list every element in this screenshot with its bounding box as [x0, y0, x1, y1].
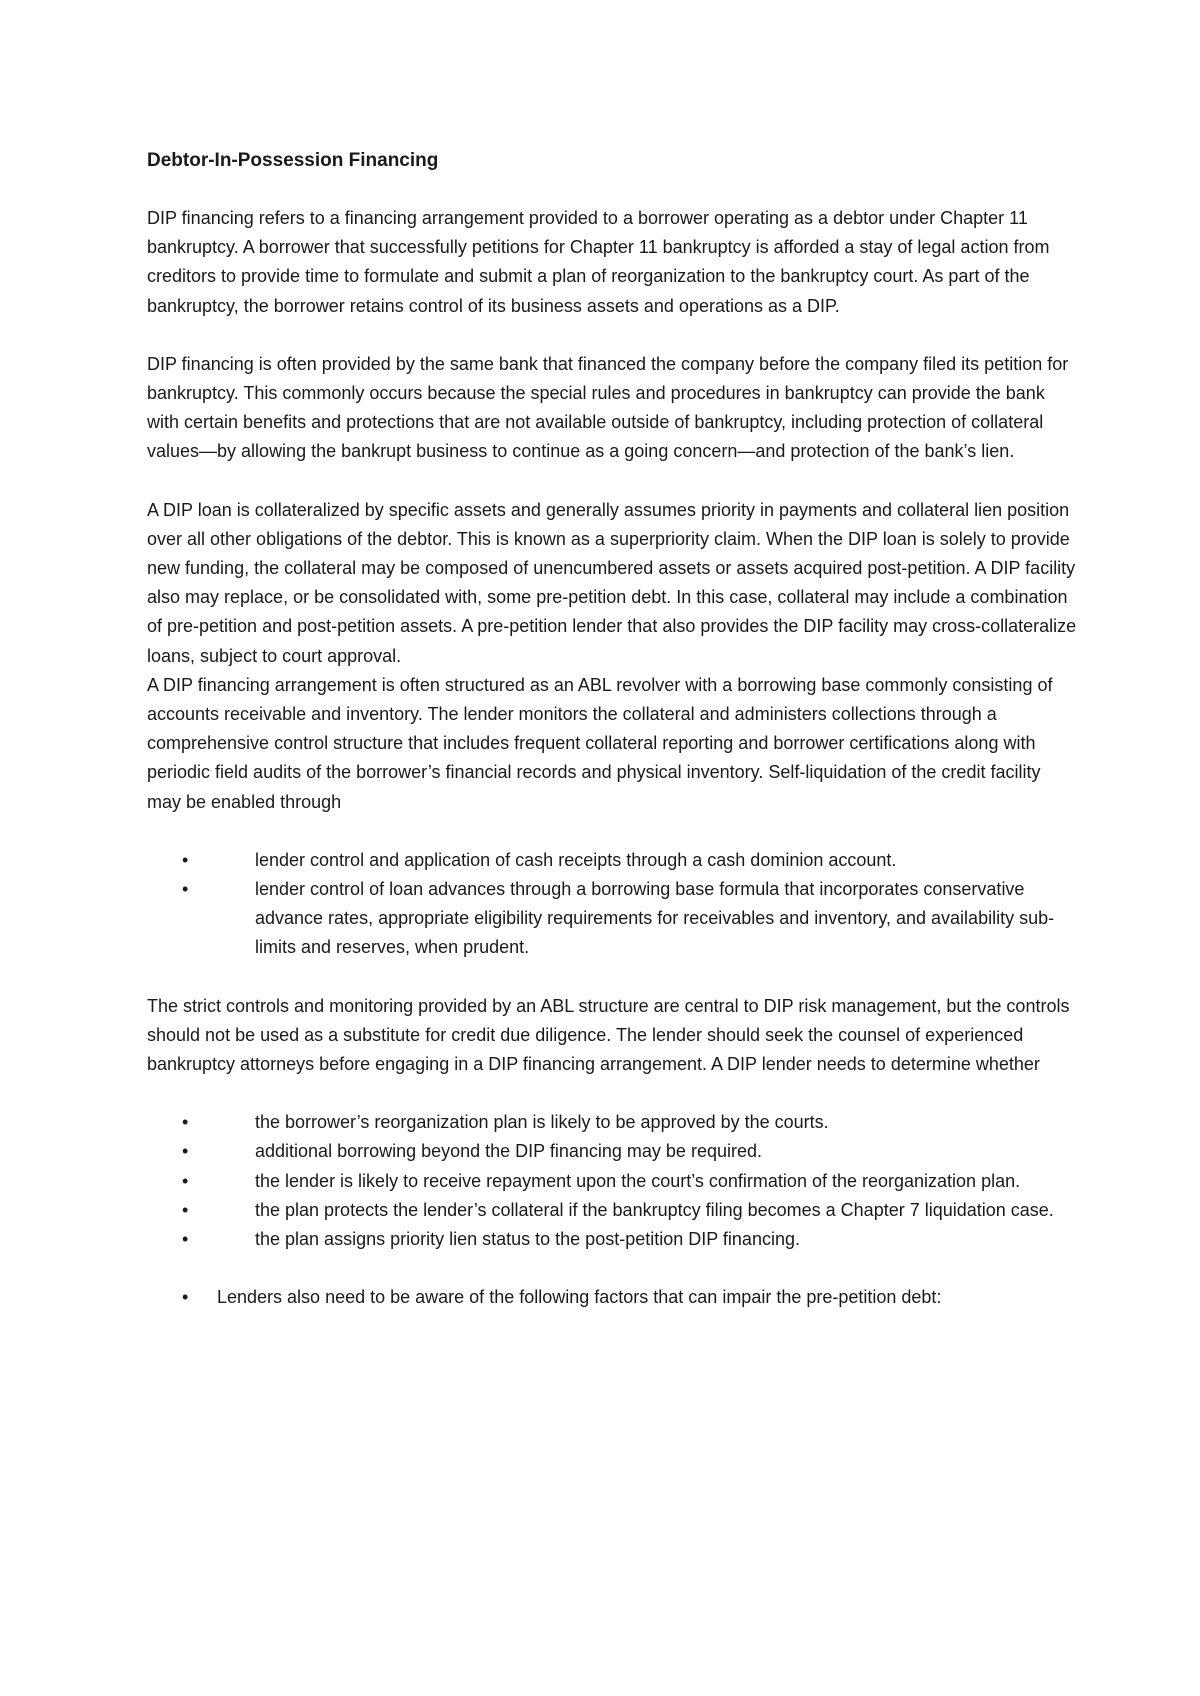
bullet-icon: • — [182, 879, 189, 900]
bullet-icon: • — [182, 1112, 189, 1133]
list-item-text: the plan assigns priority lien status to the post-petition DIP financing. — [255, 1229, 800, 1250]
bullet-icon: • — [182, 1229, 189, 1250]
list-item — [147, 1108, 1077, 1137]
self-liquidation-list — [147, 846, 1077, 963]
paragraph-controls-monitoring: The strict controls and monitoring provided by an ABL structure are central to DIP risk management, but the controls should not be used as a substitute for credit due diligence. The lender should seek the counsel of experienced bankruptcy attorneys before engaging in a DIP financing arrangement. A DIP lender needs to determine whether — [147, 995, 1070, 1075]
list-item — [147, 1167, 1077, 1196]
bullet-icon: • — [182, 1141, 189, 1162]
list-item-text: additional borrowing beyond the DIP financing may be required. — [255, 1141, 762, 1162]
list-item — [147, 1225, 1077, 1254]
paragraph-spacer — [147, 321, 1077, 350]
list-item — [147, 846, 1077, 875]
list-item — [147, 1196, 1077, 1225]
list-item — [147, 875, 1077, 963]
bullet-icon: • — [182, 1287, 189, 1308]
list-item — [147, 1283, 1077, 1312]
paragraph-spacer — [147, 963, 1077, 992]
document-body — [147, 146, 1077, 1313]
paragraph-spacer — [147, 817, 1077, 846]
bullet-icon: • — [182, 1170, 189, 1191]
paragraph-abl-revolver: A DIP financing arrangement is often structured as an ABL revolver with a borrowing base commonly consisting of accounts receivable and inventory. The lender monitors the collateral and administers collections through a comprehensive control structure that includes frequent collateral reporting and borrower certifications along with periodic field audits of the borrower’s financial records and physical inventory. Self-liquidation of the credit facility may be enabled through — [147, 674, 1053, 812]
dip-lender-determination-list — [147, 1108, 1077, 1254]
list-item-text: the lender is likely to receive repayment upon the court’s confirmation of the reorganization plan. — [255, 1170, 1021, 1191]
bullet-icon: • — [182, 1199, 189, 1220]
paragraph-spacer — [147, 467, 1077, 496]
list-item-text: Lenders also need to be aware of the following factors that can impair the pre-petition debt: — [217, 1287, 942, 1308]
paragraph-spacer — [147, 1079, 1077, 1108]
list-item — [147, 1137, 1077, 1166]
pre-petition-factors-list — [147, 1283, 1077, 1312]
list-item-text: the borrower’s reorganization plan is likely to be approved by the courts. — [255, 1112, 829, 1133]
list-item-text: lender control of loan advances through a borrowing base formula that incorporates conservative advance rates, appropriate eligibility requirements for receivables and inventory, and availability sub-limits and reserves, when prudent. — [255, 879, 1055, 958]
bullet-icon: • — [182, 849, 189, 870]
list-item-text: lender control and application of cash receipts through a cash dominion account. — [255, 849, 897, 870]
document-title: Debtor-In-Possession Financing — [147, 150, 439, 171]
paragraph-same-bank: DIP financing is often provided by the same bank that financed the company before the company filed its petition for bankruptcy. This commonly occurs because the special rules and procedures in bankruptcy can provide the bank with certain benefits and protections that are not available outside of bankruptcy, including protection of collateral values—by allowing the bankrupt business to continue as a going concern—and protection of the bank’s lien. — [147, 353, 1069, 462]
paragraph-collateral: A DIP loan is collateralized by specific assets and generally assumes priority in payments and collateral lien position over all other obligations of the debtor. This is known as a superpriority claim. When the DIP loan is solely to provide new funding, the collateral may be composed of unencumbered assets or assets acquired post-petition. A DIP facility also may replace, or be consolidated with, some pre-petition debt. In this case, collateral may include a combination of pre-petition and post-petition assets. A pre-petition lender that also provides the DIP facility may cross-collateralize loans, subject to court approval. — [147, 499, 1077, 666]
paragraph-spacer — [147, 1254, 1077, 1283]
paragraph-dip-definition: DIP financing refers to a financing arrangement provided to a borrower operating as a debtor under Chapter 11 bankruptcy. A borrower that successfully petitions for Chapter 11 bankruptcy is afforded a stay of legal action from creditors to provide time to formulate and submit a plan of reorganization to the bankruptcy court. As part of the bankruptcy, the borrower retains control of its business assets and operations as a DIP. — [147, 208, 1050, 316]
list-item-text: the plan protects the lender’s collateral if the bankruptcy filing becomes a Chapter 7 liquidation case. — [255, 1199, 1054, 1220]
